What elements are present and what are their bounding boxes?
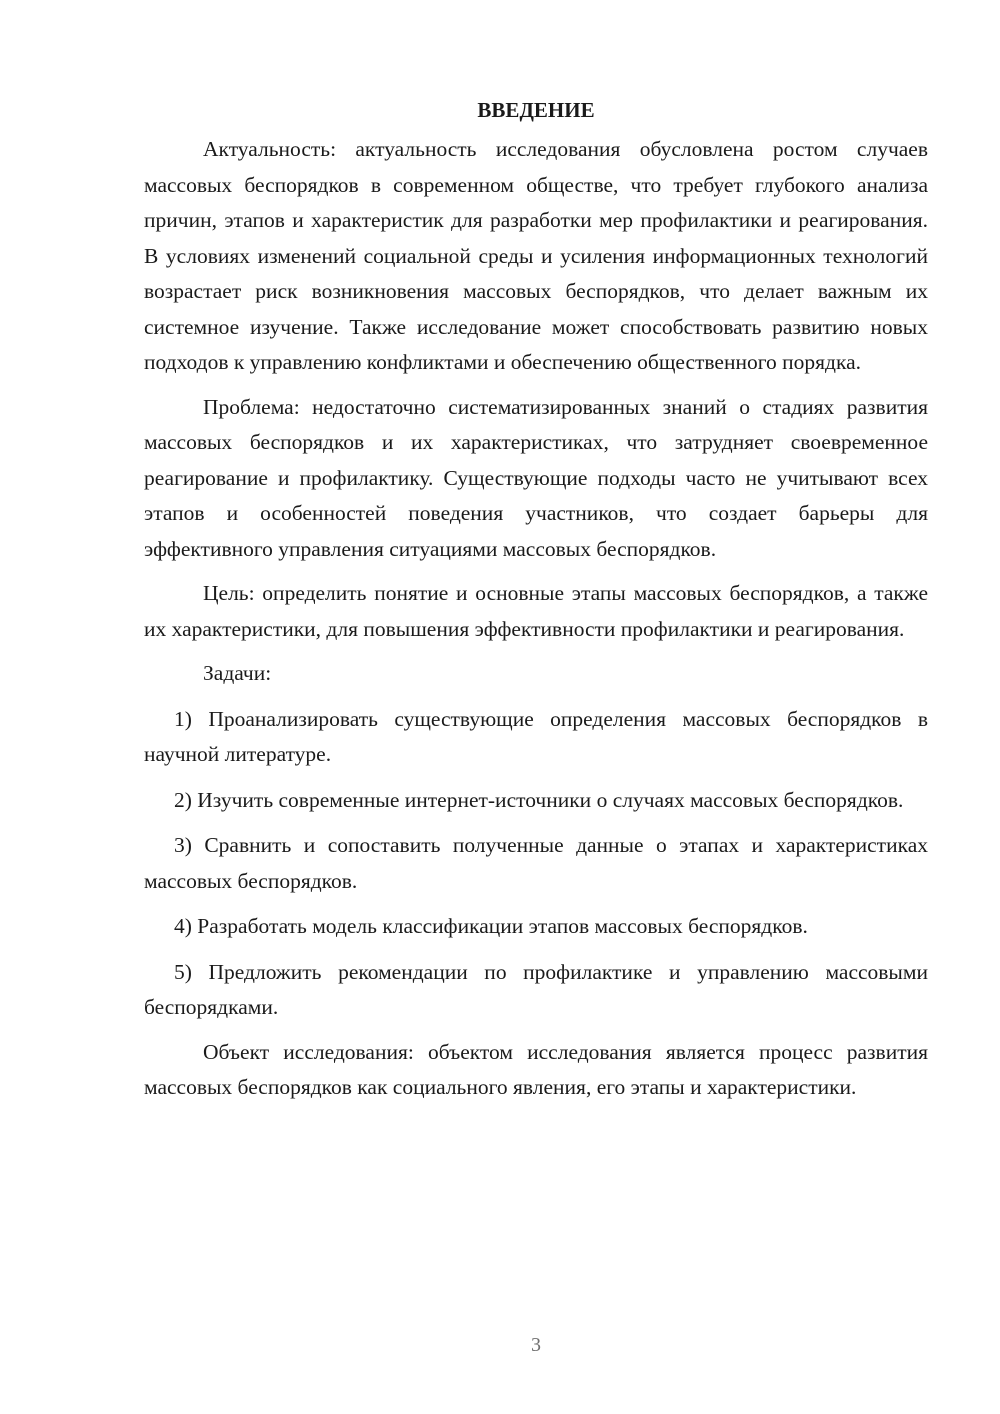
task-item: 2) Изучить современные интернет-источники о случаях массовых беспорядков. [174,787,904,812]
task-item: 1) Проанализировать существующие определения массовых беспорядков в научной литературе. [144,706,928,766]
problem-paragraph: Проблема: недостаточно систематизированных знаний о стадиях развития массовых беспорядков и их характеристиках, что затрудняет своевременное реагирование и профилактику. Существующие подходы часто не учитывают всех этапов и особенностей поведения участников, что создает барьеры для эффективного управления ситуациями массовых беспорядков. [144,394,928,561]
task-item: 4) Разработать модель классификации этапов массовых беспорядков. [174,914,808,938]
tasks-list [144,702,928,1026]
section-heading: ВВЕДЕНИЕ [477,98,595,122]
goal-paragraph: Цель: определить понятие и основные этапы массовых беспорядков, а также их характеристики, для повышения эффективности профилактики и реагирования. [144,581,928,641]
tasks-title: Задачи: [203,661,272,685]
task-item: 3) Сравнить и сопоставить полученные данные о этапах и характеристиках массовых беспорядков. [144,833,928,893]
relevance-paragraph: Актуальность: актуальность исследования обусловлена ростом случаев массовых беспорядков в современном обществе, что требует глубокого анализа причин, этапов и характеристик для разработки мер профилактики и реагирования. В условиях изменений социальной среды и усиления информационных технологий возрастает риск возникновения массовых беспорядков, что делает важным их системное изучение. Также исследование может способствовать развитию новых подходов к управлению конфликтами и обеспечению общественного порядка. [144,137,928,374]
object-paragraph: Объект исследования: объектом исследования является процесс развития массовых беспорядков как социального явления, его этапы и характеристики. [144,1039,928,1099]
page-number: 3 [531,1334,541,1356]
document-page [144,92,928,1106]
task-item: 5) Предложить рекомендации по профилактике и управлению массовыми беспорядками. [144,959,928,1019]
